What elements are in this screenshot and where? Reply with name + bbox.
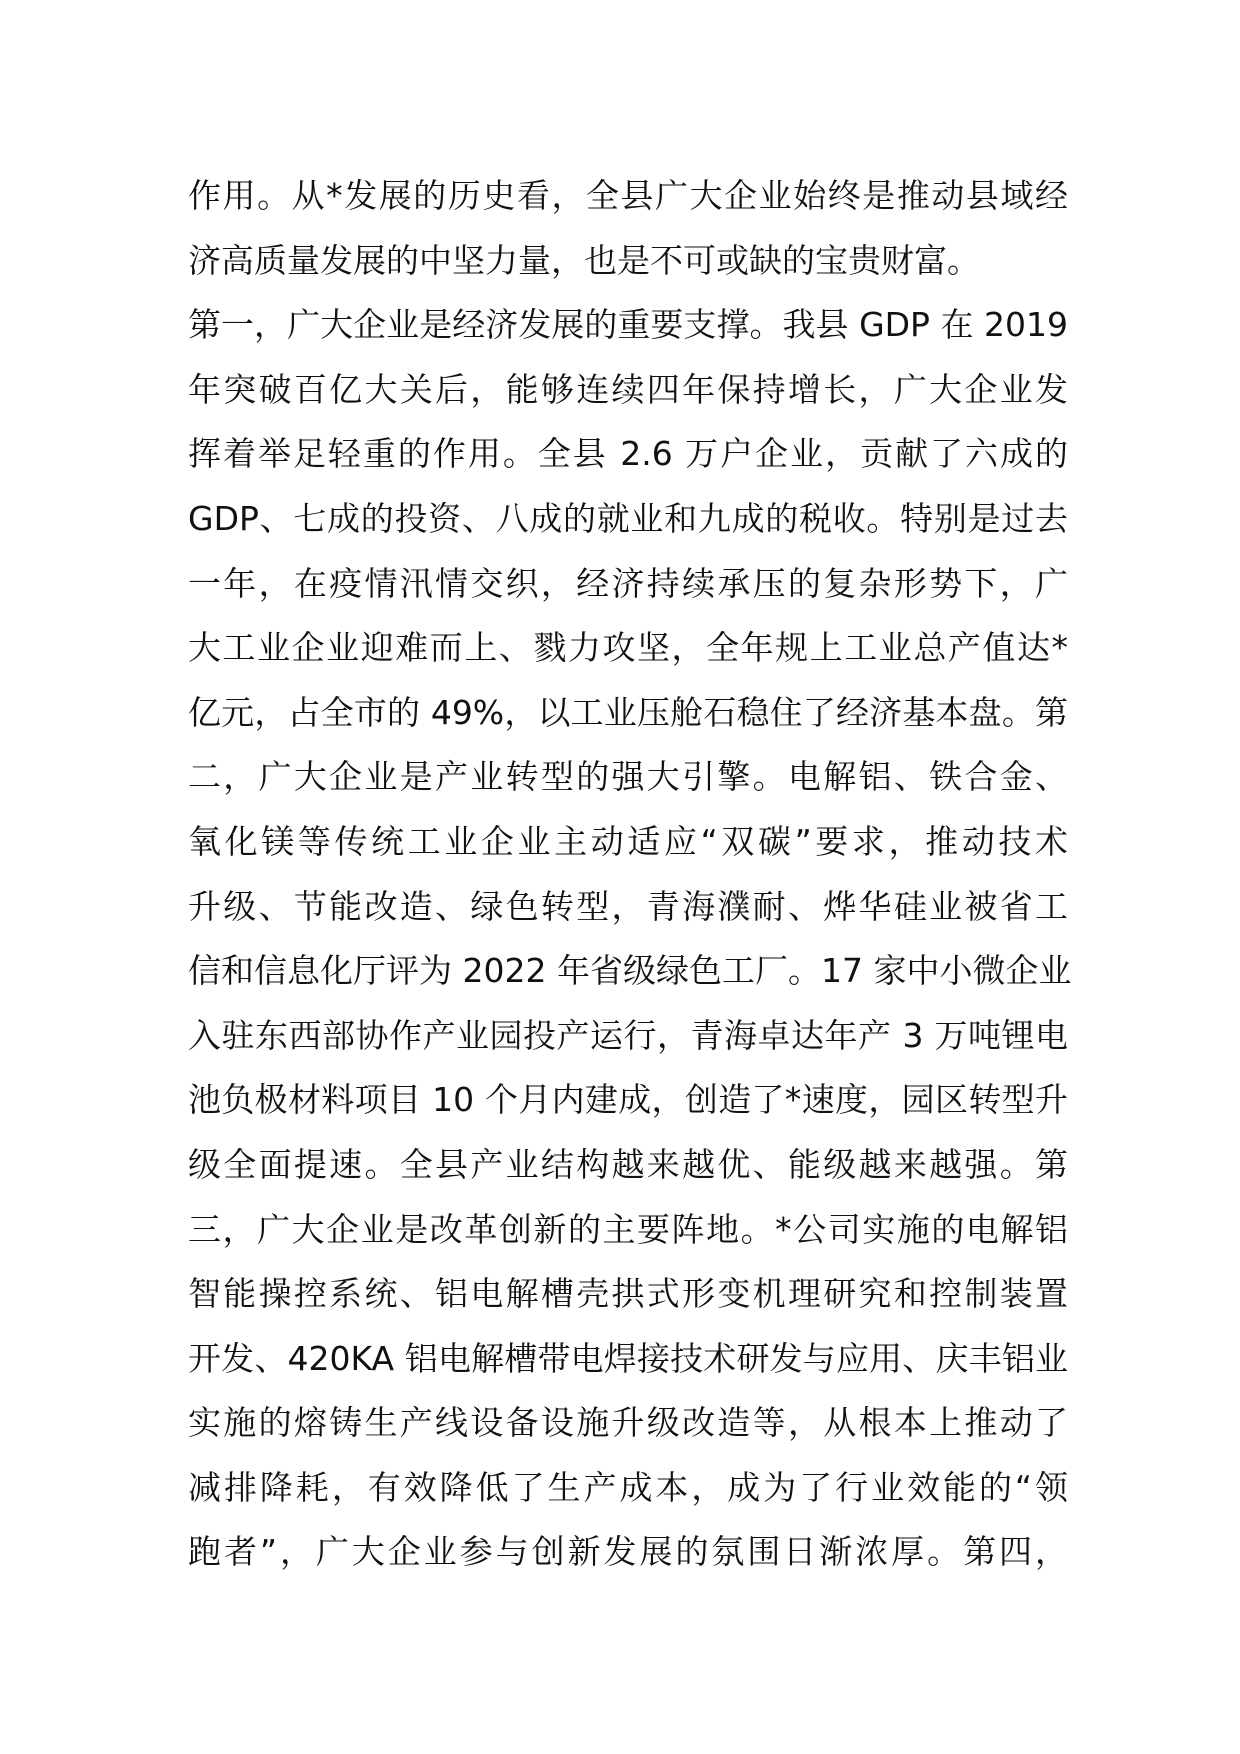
text-line: 年突破百亿大关后，能够连续四年保持增长，广大企业发 bbox=[188, 369, 1068, 409]
text-line: 跑者”，广大企业参与创新发展的氛围日渐浓厚。第四， bbox=[188, 1532, 1068, 1572]
text-line: 信和信息化厅评为 2022 年省级绿色工厂。17 家中小微企业 bbox=[188, 951, 1072, 991]
text-line: 减排降耗，有效降低了生产成本，成为了行业效能的“领 bbox=[188, 1467, 1068, 1507]
text-line: 入驻东西部协作产业园投产运行，青海卓达年产 3 万吨锂电 bbox=[188, 1015, 1068, 1055]
text-line: 级全面提速。全县产业结构越来越优、能级越来越强。第 bbox=[188, 1144, 1068, 1184]
text-line: 济高质量发展的中坚力量，也是不可或缺的宝贵财富。 bbox=[188, 240, 980, 280]
text-line: 挥着举足轻重的作用。全县 2.6 万户企业，贡献了六成的 bbox=[188, 434, 1068, 474]
text-line: 第一，广大企业是经济发展的重要支撑。我县 GDP 在 2019 bbox=[188, 305, 1068, 345]
text-line: 一年，在疫情汛情交织，经济持续承压的复杂形势下，广 bbox=[188, 563, 1068, 603]
text-line: 智能操控系统、铝电解槽壳拱式形变机理研究和控制装置 bbox=[188, 1274, 1068, 1314]
body-text bbox=[188, 164, 1072, 1585]
text-line: 池负极材料项目 10 个月内建成，创造了*速度，园区转型升 bbox=[188, 1080, 1068, 1120]
text-line: 大工业企业迎难而上、戮力攻坚，全年规上工业总产值达* bbox=[188, 628, 1068, 668]
text-line: GDP、七成的投资、八成的就业和九成的税收。特别是过去 bbox=[188, 498, 1068, 538]
text-line: 三，广大企业是改革创新的主要阵地。*公司实施的电解铝 bbox=[188, 1209, 1068, 1249]
text-line: 亿元，占全市的 49%，以工业压舱石稳住了经济基本盘。第 bbox=[188, 692, 1068, 732]
text-line: 开发、420KA 铝电解槽带电焊接技术研发与应用、庆丰铝业 bbox=[188, 1338, 1068, 1378]
text-line: 实施的熔铸生产线设备设施升级改造等，从根本上推动了 bbox=[188, 1403, 1068, 1443]
text-line: 二，广大企业是产业转型的强大引擎。电解铝、铁合金、 bbox=[188, 757, 1068, 797]
text-line: 升级、节能改造、绿色转型，青海濮耐、烨华硅业被省工 bbox=[188, 886, 1068, 926]
text-line: 氧化镁等传统工业企业主动适应“双碳”要求，推动技术 bbox=[188, 821, 1068, 861]
text-line: 作用。从*发展的历史看，全县广大企业始终是推动县域经 bbox=[188, 176, 1068, 215]
